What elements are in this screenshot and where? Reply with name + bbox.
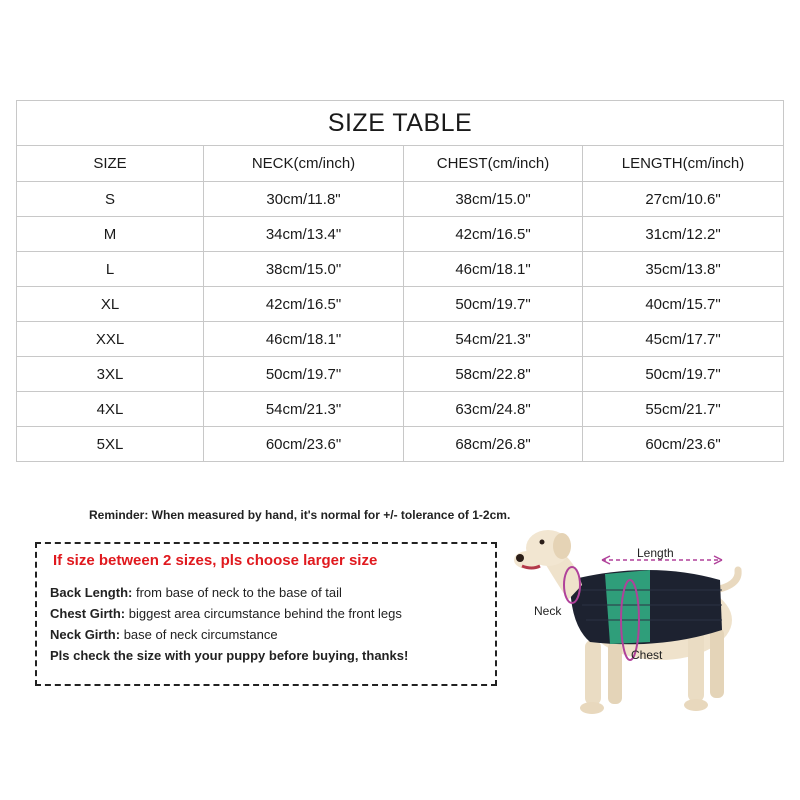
cell-neck: 30cm/11.8" <box>204 182 404 217</box>
table-row <box>17 427 784 462</box>
note-headline: If size between 2 sizes, pls choose larger size <box>53 552 378 569</box>
table-row <box>17 392 784 427</box>
cell-chest: 58cm/22.8" <box>404 357 583 392</box>
table-header-row <box>17 146 784 182</box>
cell-neck: 34cm/13.4" <box>204 217 404 252</box>
table-row <box>17 287 784 322</box>
table-row <box>17 357 784 392</box>
header-length: LENGTH(cm/inch) <box>583 146 784 182</box>
table-row <box>17 252 784 287</box>
chest-label: Chest <box>631 648 663 662</box>
note-neck-girth <box>50 627 278 642</box>
cell-neck: 54cm/21.3" <box>204 392 404 427</box>
cell-chest: 46cm/18.1" <box>404 252 583 287</box>
cell-size: L <box>17 252 204 287</box>
reminder-text: Reminder: When measured by hand, it's normal for +/- tolerance of 1-2cm. <box>89 508 511 522</box>
note-back-length <box>50 585 342 600</box>
cell-chest: 63cm/24.8" <box>404 392 583 427</box>
table-title: SIZE TABLE <box>17 101 784 146</box>
cell-length: 27cm/10.6" <box>583 182 784 217</box>
cell-neck: 60cm/23.6" <box>204 427 404 462</box>
cell-chest: 68cm/26.8" <box>404 427 583 462</box>
note-closing <box>50 648 408 663</box>
table-row <box>17 322 784 357</box>
header-size: SIZE <box>17 146 204 182</box>
neck-label: Neck <box>534 604 562 618</box>
cell-size: 5XL <box>17 427 204 462</box>
cell-size: XL <box>17 287 204 322</box>
cell-size: S <box>17 182 204 217</box>
cell-neck: 50cm/19.7" <box>204 357 404 392</box>
cell-neck: 46cm/18.1" <box>204 322 404 357</box>
cell-neck: 38cm/15.0" <box>204 252 404 287</box>
table-row <box>17 217 784 252</box>
header-chest: CHEST(cm/inch) <box>404 146 583 182</box>
closing-text: Pls check the size with your puppy before buying, thanks! <box>50 648 409 663</box>
neck-girth-text: base of neck circumstance <box>120 627 278 642</box>
cell-size: XXL <box>17 322 204 357</box>
chest-girth-text: biggest area circumstance behind the front legs <box>125 606 402 621</box>
table-row <box>17 182 784 217</box>
length-label: Length <box>637 546 674 560</box>
cell-neck: 42cm/16.5" <box>204 287 404 322</box>
back-length-text: from base of neck to the base of tail <box>132 585 342 600</box>
cell-length: 35cm/13.8" <box>583 252 784 287</box>
back-length-label: Back Length: <box>50 585 133 600</box>
cell-chest: 42cm/16.5" <box>404 217 583 252</box>
cell-length: 31cm/12.2" <box>583 217 784 252</box>
cell-length: 45cm/17.7" <box>583 322 784 357</box>
cell-size: M <box>17 217 204 252</box>
cell-size: 3XL <box>17 357 204 392</box>
cell-length: 60cm/23.6" <box>583 427 784 462</box>
size-note-box <box>35 542 497 686</box>
dog-measurement-diagram <box>510 530 770 790</box>
cell-chest: 54cm/21.3" <box>404 322 583 357</box>
cell-length: 50cm/19.7" <box>583 357 784 392</box>
cell-size: 4XL <box>17 392 204 427</box>
chest-girth-label: Chest Girth: <box>50 606 126 621</box>
cell-chest: 38cm/15.0" <box>404 182 583 217</box>
header-neck: NECK(cm/inch) <box>204 146 404 182</box>
cell-length: 55cm/21.7" <box>583 392 784 427</box>
cell-length: 40cm/15.7" <box>583 287 784 322</box>
note-chest-girth <box>50 606 402 621</box>
size-table <box>16 100 784 462</box>
cell-chest: 50cm/19.7" <box>404 287 583 322</box>
neck-girth-label: Neck Girth: <box>50 627 121 642</box>
